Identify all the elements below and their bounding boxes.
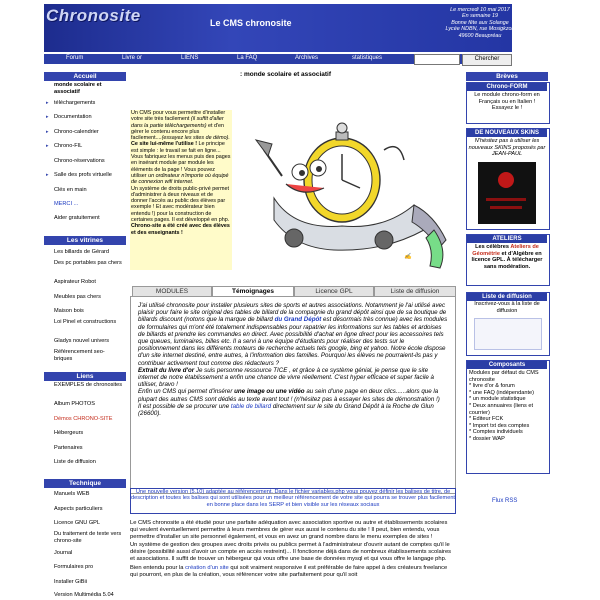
composant-item: * Editeur FCK	[469, 416, 504, 423]
search-button[interactable]: Chercher	[462, 54, 512, 66]
intro-p2-bold: Ce site lui-même l'utilise !	[131, 141, 197, 148]
vitrine-item[interactable]: Des pc portables pas chers	[54, 260, 122, 266]
technique-header: Technique	[44, 479, 126, 488]
composant-item: * Deux annuaires (liens et courrier)	[469, 402, 534, 416]
intro-p1-italic: (il suffit d'aller dans la partie téléchargements)	[131, 116, 224, 129]
skins-preview-image[interactable]	[478, 162, 536, 224]
tab-temoignages[interactable]: Témoignages	[212, 286, 294, 298]
technique-item[interactable]: Journal	[54, 550, 73, 556]
technique-item[interactable]: Du traitement de texte vers chrono-site	[54, 531, 122, 544]
chrono-form-text: Le module chrono-form en Français ou en Italien ! Essayez le !	[474, 92, 540, 111]
menu-monde-scolaire[interactable]: monde scolaire et associatif	[54, 82, 102, 95]
info-line: Lycée NDBN, rue Mosigkzon	[445, 26, 515, 33]
intro-text	[131, 110, 231, 236]
testimonial-p2: Je suis personne ressource TICE , et grâce à ce système génial, je pense que le site internet de notre établissement a enfin une chance de vivre réellement. C'est hyper efficace et super facile à utiliser, bravo !	[138, 366, 434, 389]
testimonial-p3-bold: une image ou une vidéo	[234, 388, 305, 396]
intro-p1-demo: (essayez les sites de démo).	[161, 135, 230, 142]
liens-item[interactable]: Album PHOTOS	[54, 401, 95, 407]
arrow-icon: ▸	[46, 172, 49, 178]
skins-text: N'hésitez pas à utiliser les nouveaux SKINS proposés par JEAN-PAUL	[468, 138, 546, 157]
nav-liens[interactable]: LIENS	[181, 55, 199, 61]
menu-merci[interactable]: MERCI ...	[54, 201, 79, 207]
menu-telechargements[interactable]: téléchargements	[54, 100, 96, 106]
ateliers-link[interactable]: Ateliers de Géométrie	[472, 244, 539, 257]
liens-item[interactable]: EXEMPLES de chronosites	[54, 382, 123, 388]
nav-statistiques[interactable]: statistiques	[352, 55, 383, 61]
menu-aider[interactable]: Aider gratuitement	[54, 215, 100, 221]
liens-item[interactable]: Hébergeurs	[54, 430, 84, 436]
svg-text:✍: ✍	[404, 254, 412, 260]
bottom-p3: Bien entendu pour la	[130, 564, 186, 571]
testimonial-text	[138, 302, 448, 417]
diffusion-text: Inscrivez-vous à la liste de diffusion	[474, 301, 540, 314]
accueil-header: Accueil	[44, 72, 126, 81]
testimonial-p3: Enfin un CMS qui permet d'insérer	[138, 388, 235, 396]
testimonial-p4c: directement sur le site du Grand Dépôt à la Roche de Glun (26600).	[138, 402, 434, 418]
tab-liste-diffusion[interactable]: Liste de diffusion	[374, 286, 456, 298]
diffusion-title[interactable]: Liste de diffusion	[467, 293, 547, 301]
intro-p1: Un CMS pour vous permettre d'installer votre site très facilement	[131, 110, 226, 123]
date-info	[430, 7, 530, 39]
chrono-form-title[interactable]: Chrono-FORM	[467, 83, 547, 91]
nav-archives[interactable]: Archives	[295, 55, 319, 61]
clock-mascot-illustration	[234, 80, 456, 280]
menu-chrono-calendrier[interactable]: Chrono-calendrier	[54, 129, 99, 135]
bottom-p2: Un système de gestion des groupes avec droits privés ou publics permet à l'administrateur d'ouvrir autant de comptes qu'il le désire (possibilité aussi d'avoir un compte en accès restreint)... Il fonctionne déjà dans de nombreux établissements scolaires et associations. Il suffit de trouver un hébergeur qui vous offre une base de données mysql et qui vous offre le langage php.	[130, 542, 452, 562]
liens-item[interactable]: Liste de diffusion	[54, 459, 96, 465]
testimonial-p1c: est désormais très connue) avec les modules de formulaires qui m'ont été totalement indispensables pour rapatrier les informations sur les tables et ardoises de billards et prendre les commandes en direct. Avec possibilité d'achat en ligne direct pour les accessoires tels que queues, luminaires, billes etc. Il a servi à une équipe d'étudiants pour réaliser des tests sur le positionnement dans les différents moteurs de recherche actuels tels google, bing et yahoo. Notre école dispose d'un site internet destiné, entre autres, à l'information des familles. Pourquoi les élèves ne pourraient-ils pas y contribuer activement tout comme des rédacteurs ?	[138, 316, 448, 367]
arrow-icon: ▸	[46, 100, 49, 106]
ateliers-title[interactable]: ATELIERS	[467, 235, 547, 243]
composants-list	[469, 370, 547, 443]
site-logo[interactable]: Chronosite	[46, 6, 141, 25]
vitrine-item[interactable]: Meubles pas chers	[54, 294, 101, 300]
composant-item: * Comptes individuels	[469, 429, 523, 436]
liens-item-demos[interactable]: Démos CHRONO-SITE	[54, 416, 113, 422]
composants-intro: Modules par défaut du CMS chronosite	[469, 370, 539, 383]
bottom-p3c: qui soit vraiment responsive il est préférable de faire appel à des créateurs freelance qui pourront, en plus de la création, vous référencer votre site parfaitement pour qu'il soit	[130, 564, 448, 578]
info-line: Le mercredi 10 mai 2017	[450, 7, 510, 13]
composant-item: * une FAQ (indépendante)	[469, 389, 534, 396]
arrow-icon: ▸	[46, 129, 49, 135]
ateliers-a: Les célèbres	[475, 244, 511, 250]
technique-item[interactable]: Version Multimédia 5.04	[54, 592, 114, 598]
technique-item[interactable]: Installer GiBii	[54, 579, 87, 585]
menu-chrono-fil[interactable]: Chrono-FIL	[54, 143, 83, 149]
tab-modules[interactable]: MODULES	[132, 286, 212, 298]
skins-title[interactable]: DE NOUVEAUX SKINS	[467, 129, 547, 137]
livre-or-extract-label: Extrait du livre d'or	[138, 366, 195, 374]
technique-item[interactable]: Licence GNU GPL	[54, 520, 101, 526]
menu-chrono-reservations[interactable]: Chrono-réservations	[54, 158, 105, 164]
liens-item[interactable]: Partenaires	[54, 445, 83, 451]
vitrine-item[interactable]: Loi Pinel et constructions	[54, 319, 117, 325]
info-line: En semaine 19	[462, 13, 498, 20]
technique-item[interactable]: Aspects particuliers	[54, 506, 103, 512]
nav-faq[interactable]: La FAQ	[237, 55, 258, 61]
intro-p3-bold: Chrono-site a été créé avec des élèves et des enseignants !	[131, 223, 230, 236]
table-billard-link[interactable]: table de billard	[230, 402, 272, 410]
breves-header: Brèves	[466, 72, 548, 81]
ateliers-c: et d'Algèbre en licence GPL. À télécharger sans modération.	[471, 250, 543, 270]
arrow-icon: ▸	[46, 114, 49, 120]
technique-item[interactable]: Formulaires pro	[54, 564, 94, 570]
vitrine-item[interactable]: Les billards de Gérard	[54, 249, 110, 255]
ateliers-text	[468, 244, 546, 270]
composant-item: * un module statistique	[469, 396, 526, 403]
intro-p2: Le principe est simple : le travail se fait en ligne... Vous fabriquez les menus puis des pages en insérant module par module les éléments de la page ! Vous pouvez utiliser	[131, 141, 231, 179]
intro-p3: Un système de droits public-privé permet d'administrer à deux niveaux et de donner l'accès au public des élèves par exemple ! Et avec modérateur bien entendu !) pour la construction de certaines pages. Il est développé en php.	[131, 185, 230, 224]
composant-item: * Import txt des comptes	[469, 422, 530, 429]
technique-item[interactable]: Manuels WEB	[54, 491, 90, 497]
menu-documentation[interactable]: Documentation	[54, 114, 92, 120]
vitrine-item[interactable]: Référencement seo-briques	[54, 349, 105, 362]
grand-depot-link[interactable]: du Grand Dépôt	[274, 316, 322, 324]
arrow-icon: ▸	[46, 143, 49, 149]
tab-licence-gpl[interactable]: Licence GPL	[294, 286, 374, 298]
liens-header: Liens	[44, 372, 126, 381]
composant-item: * livre d'or & forum	[469, 383, 515, 390]
vitrine-item[interactable]: Aspirateur Robot	[54, 279, 96, 285]
composant-item: * dossier WAP	[469, 435, 505, 442]
testimonial-p1: J'ai utilisé chronosite pour installer plusieurs sites de sports et autres associations. Notamment je l'ai utilisé avec plaisir pour faire le site original des tables de billard de la compagnie du grand dépôt ainsi que de sa boutique de billards discount (notons que la marque de billard	[138, 302, 447, 324]
vitrines-header: Les vitrines	[44, 236, 126, 245]
rss-link[interactable]: Flux RSS	[492, 498, 518, 504]
menu-salle-profs[interactable]: Salle des profs virtuelle	[54, 172, 112, 178]
intro-p1c: et d'en gérer le contenu encore plus facilement....	[131, 122, 225, 142]
info-line: Bonne fête aux Solange	[451, 19, 509, 26]
nav-forum[interactable]: Forum	[66, 55, 84, 61]
testimonial-p3c: au sein d'une page en deux clics......alors que la plupart des autres CMS sont dédiés au texte avant tout ! (n'hésitez pas à essayer les sites de démonstration !)	[138, 388, 440, 403]
version-notice: Une nouvelle version (5.10) adaptée au référencement. Dans le fichier variables.php vous pouvez définir les balises de titre, de description et toutes les balises qui sont utilisées pour un meilleur référencement de votre site qui pourra se trouver plus facilement en bonne place dans les SERP et bien visible sur les réseaux sociaux	[130, 488, 456, 514]
creation-site-link[interactable]: création d'un site	[185, 564, 229, 571]
vitrine-item[interactable]: Gladys nouvel univers	[54, 338, 110, 344]
cms-title: Le CMS chronosite	[210, 18, 292, 28]
page-title: : monde scolaire et associatif	[240, 71, 332, 78]
search-input[interactable]	[414, 54, 460, 65]
menu-cles-en-main[interactable]: Clés en main	[54, 187, 87, 193]
info-line: 49600 Beaupréau	[458, 32, 502, 39]
intro-p2-italic: un ordinateur n'importe où équipé de connexion wifi internet.	[131, 172, 229, 186]
bottom-description	[130, 520, 456, 580]
testimonial-p4: Il est possible de se procurer une	[138, 402, 231, 410]
composants-title: Composants	[467, 361, 547, 369]
vitrine-item[interactable]: Maison bois	[54, 308, 84, 314]
bottom-p1: Le CMS chronosite a été étudié pour une parfaite adéquation avec association sportive ou autre et établissements scolaires qui veulent éventuellement permettre à leurs membres de gérer eux aussi le contenu du site ! Il peut, bien entendu, vous permettre d'installer un site personnel également, et vous en avez un grand nombre dans le menu exemples de sites !	[130, 520, 448, 540]
diffusion-form[interactable]	[474, 318, 542, 350]
nav-livre-or[interactable]: Livre or	[122, 55, 143, 61]
